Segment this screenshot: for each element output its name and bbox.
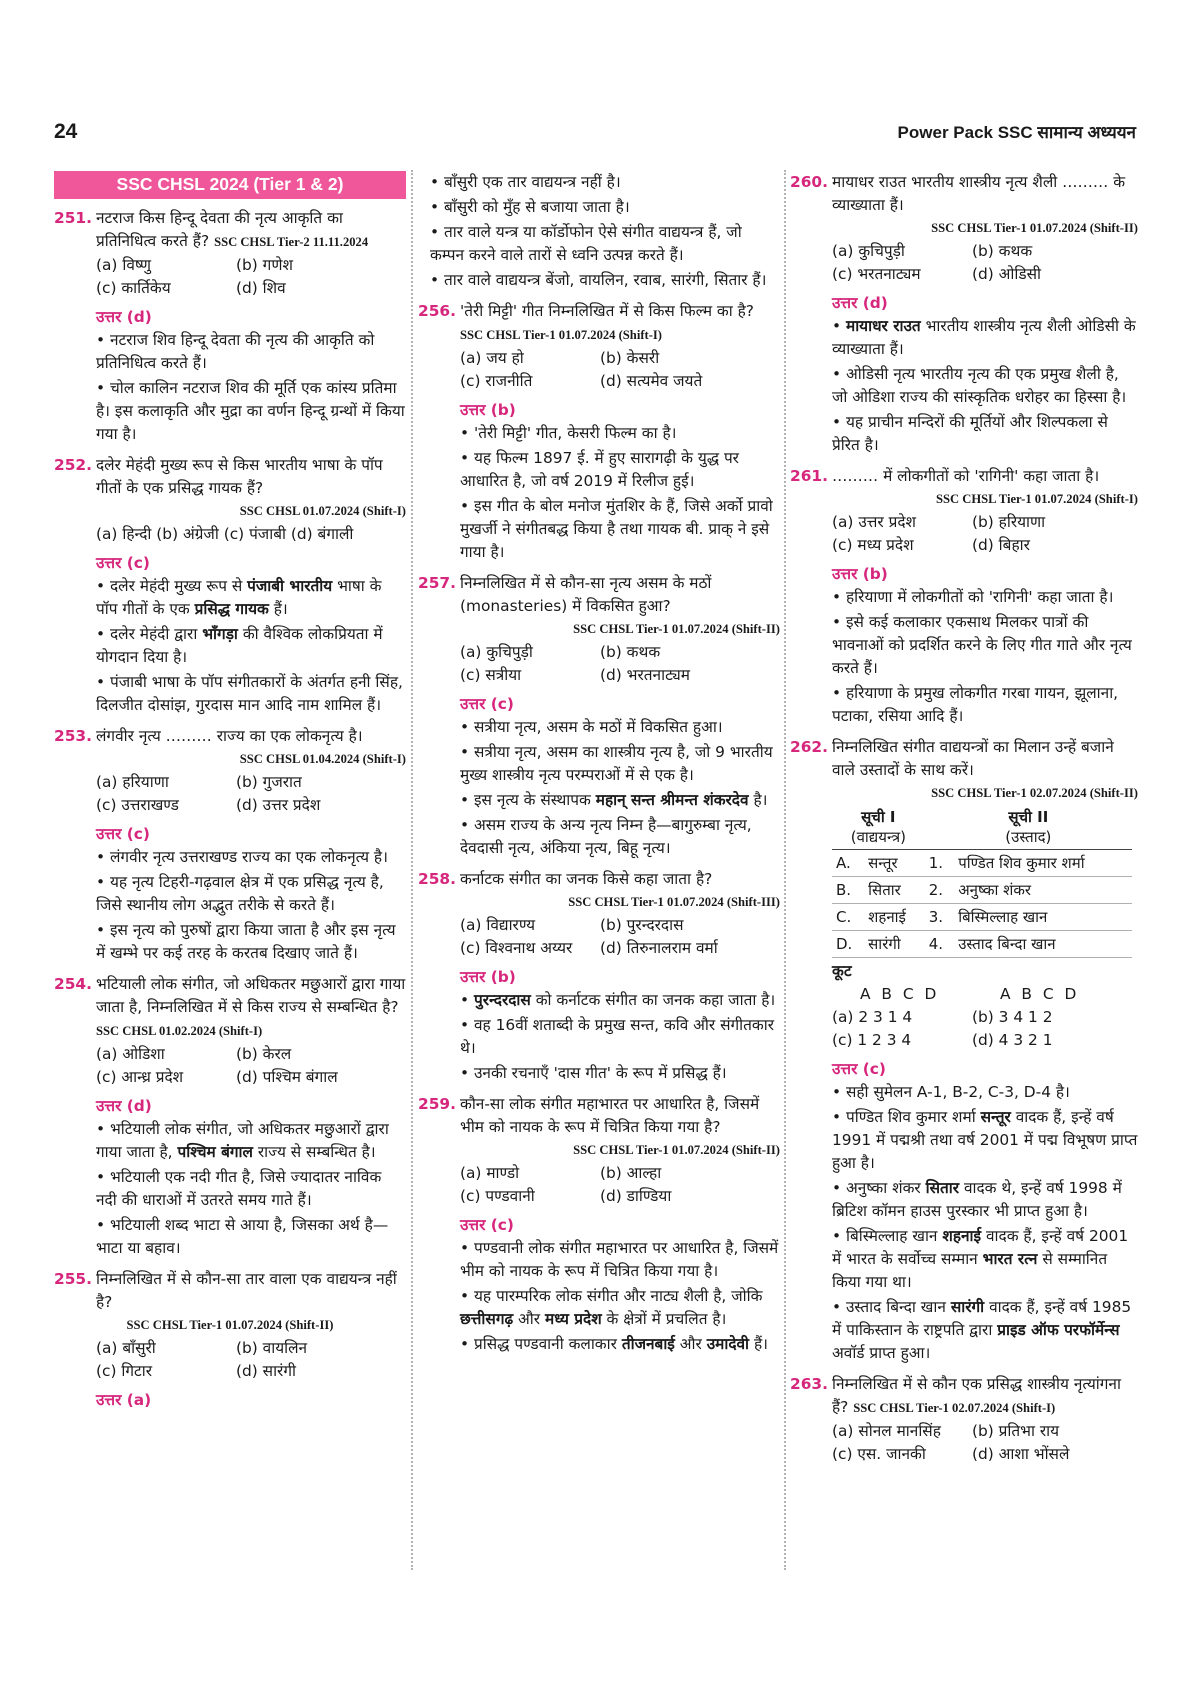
explanation-point: • पुरन्दरदास को कर्नाटक संगीत का जनक कहा जाता है।: [460, 989, 780, 1012]
column-divider: [784, 170, 786, 1570]
question-number: 260.: [790, 173, 828, 191]
question-text: नटराज किस हिन्दू देवता की नृत्य आकृति का प्रतिनिधित्व करते हैं?: [96, 209, 343, 250]
option: (b) कथक: [972, 242, 1033, 260]
option: (a) उत्तर प्रदेश: [832, 513, 916, 531]
exam-source: SSC CHSL Tier-1 01.07.2024 (Shift-I): [936, 492, 1138, 506]
options: [418, 914, 780, 960]
option: (c) विश्वनाथ अय्यर: [460, 939, 573, 957]
explanation-point: • मायाधर राउत भारतीय शास्त्रीय नृत्य शैली ओडिसी के व्याख्याता हैं।: [832, 315, 1138, 361]
explanation-point: • इस गीत के बोल मनोज मुंतशिर के हैं, जिसे अर्को प्रावो मुखर्जी ने संगीतबद्ध किया है तथा गायक बी. प्राक् ने इसे गाया है।: [460, 495, 780, 564]
explanation: [790, 315, 1138, 457]
column-right: [790, 171, 1138, 1466]
option: (c) उत्तराखण्ड: [96, 796, 179, 814]
list-2-header: सूची II (उस्ताद): [925, 805, 1132, 850]
option: (c) पण्डवानी: [460, 1187, 535, 1205]
answer: उत्तर (c): [96, 825, 150, 843]
option: (c) कार्तिकेय: [96, 279, 171, 297]
explanation: [54, 329, 406, 446]
explanation-point: • पण्डित शिव कुमार शर्मा सन्तूर वादक हैं, इन्हें वर्ष 1991 में पद्मश्री तथा वर्ष 2001 में पद्म विभूषण प्राप्त हुआ है।: [832, 1106, 1138, 1175]
explanation-point: • चोल कालिन नटराज शिव की मूर्ति एक कांस्य प्रतिमा है। इस कलाकृति और मुद्रा का वर्णन हिन्दू ग्रन्थों में किया गया है।: [96, 377, 406, 446]
code-options: [790, 983, 1138, 1052]
answer: उत्तर (c): [460, 695, 514, 713]
options: [790, 511, 1138, 557]
column-middle: [418, 171, 780, 1358]
explanation: [54, 575, 406, 717]
option: (c) राजनीति: [460, 372, 533, 390]
option: (d) सत्यमेव जयते: [600, 372, 703, 390]
option: (c) आन्ध्र प्रदेश: [96, 1068, 184, 1086]
answer: उत्तर (d): [832, 294, 888, 312]
question-number: 263.: [790, 1375, 828, 1393]
table-row: D. सारंगी 4. उस्ताद बिन्दा खान: [832, 931, 1132, 958]
options: [790, 240, 1138, 286]
explanation: [54, 1118, 406, 1260]
explanation-point: • नटराज शिव हिन्दू देवता की नृत्य की आकृति को प्रतिनिधित्व करते हैं।: [96, 329, 406, 375]
question-251: [54, 207, 406, 254]
answer: उत्तर (d): [96, 1097, 152, 1115]
explanation-point: • उस्ताद बिन्दा खान सारंगी वादक हैं, इन्हें वर्ष 1985 में पाकिस्तान के राष्ट्रपति द्वारा प्राइड ऑफ परफॉर्मेन्स अवॉर्ड प्राप्त हुआ।: [832, 1296, 1138, 1365]
explanation-point: • इस नृत्य के संस्थापक महान् सन्त श्रीमन्त शंकरदेव है।: [460, 789, 780, 812]
question-257: [418, 572, 780, 618]
answer: उत्तर (d): [96, 308, 152, 326]
question-number: 251.: [54, 209, 92, 227]
option: (a) जय हो: [460, 349, 524, 367]
option: (b) गुजरात: [236, 773, 302, 791]
explanation-point: • सत्रीया नृत्य, असम के मठों में विकसित हुआ।: [460, 716, 780, 739]
question-text: कौन-सा लोक संगीत महाभारत पर आधारित है, जिसमें भीम को नायक के रूप में चित्रित किया गया है?: [460, 1095, 760, 1136]
question-number: 259.: [418, 1095, 456, 1113]
question-262: [790, 736, 1138, 782]
explanation: [418, 171, 780, 292]
option: (d) सारंगी: [236, 1362, 297, 1380]
explanation-point: • उनकी रचनाएँ 'दास गीत' के रूप में प्रसिद्ध हैं।: [460, 1062, 780, 1085]
option: (a) विष्णु: [96, 256, 151, 274]
option: (a) बाँसुरी: [96, 1339, 156, 1357]
options: [790, 1420, 1138, 1466]
explanation: [418, 989, 780, 1085]
explanation-point: • पण्डवानी लोक संगीत महाभारत पर आधारित है, जिसमें भीम को नायक के रूप में चित्रित किया गया है।: [460, 1237, 780, 1283]
option: (a) सोनल मानसिंह: [832, 1422, 941, 1440]
option: (a) कुचिपुड़ी: [460, 643, 533, 661]
option: (b) कथक: [600, 643, 661, 661]
explanation: [418, 1237, 780, 1356]
explanation-point: • प्रसिद्ध पण्डवानी कलाकार तीजनबाई और उमादेवी हैं।: [460, 1333, 780, 1356]
question-text: लंगवीर नृत्य ……… राज्य का एक लोकनृत्य है।: [96, 727, 363, 745]
question-261: [790, 465, 1138, 488]
options: [54, 254, 406, 300]
explanation-point: • तार वाले यन्त्र या कॉर्डोफोन ऐसे संगीत वाद्ययन्त्र हैं, जो कम्पन करने वाले तारों से ध्वनि उत्पन्न करते हैं।: [430, 221, 780, 267]
explanation-point: • लंगवीर नृत्य उत्तराखण्ड राज्य का एक लोकनृत्य है।: [96, 846, 406, 869]
question-259: [418, 1093, 780, 1139]
option: (d) शिव: [236, 279, 286, 297]
question-254: [54, 973, 406, 1043]
explanation-point: • इस नृत्य को पुरुषों द्वारा किया जाता है और इस नृत्य में खम्भे पर कई तरह के करतब दिखाए जाते हैं।: [96, 919, 406, 965]
option: (a) कुचिपुड़ी: [832, 242, 905, 260]
option: (a) माण्डो: [460, 1164, 520, 1182]
section-banner: SSC CHSL 2024 (Tier 1 & 2): [54, 171, 406, 199]
option: (d) डाण्डिया: [600, 1187, 672, 1205]
question-text: निम्नलिखित में से कौन-सा तार वाला एक वाद्ययन्त्र नहीं है?: [96, 1270, 397, 1311]
explanation: [790, 586, 1138, 728]
explanation-point: • दलेर मेहंदी मुख्य रूप से पंजाबी भारतीय भाषा के पॉप गीतों के एक प्रसिद्ध गायक हैं।: [96, 575, 406, 621]
question-number: 261.: [790, 467, 828, 485]
option: (b) केसरी: [600, 349, 660, 367]
question-text: भटियाली लोक संगीत, जो अधिकतर मछुआरों द्वारा गाया जाता है, निम्नलिखित में से किस राज्य से सम्बन्धित है?: [96, 975, 406, 1016]
match-table: [832, 805, 1132, 958]
question-256: [418, 300, 780, 347]
question-252: [54, 454, 406, 500]
table-row: B. सितार 2. अनुष्का शंकर: [832, 877, 1132, 904]
option: (d) तिरुनालराम वर्मा: [600, 939, 718, 957]
explanation-point: • हरियाणा के प्रमुख लोकगीत गरबा गायन, झूलाना, पटाका, रसिया आदि हैं।: [832, 682, 1138, 728]
code-letters: A B C D: [860, 985, 940, 1003]
option: (b) हरियाणा: [972, 513, 1046, 531]
option: (d) बिहार: [972, 536, 1030, 554]
option: (c) सत्रीया: [460, 666, 522, 684]
option: (a) हरियाणा: [96, 773, 169, 791]
explanation: [418, 716, 780, 860]
question-number: 257.: [418, 574, 456, 592]
answer: उत्तर (c): [460, 1216, 514, 1234]
question-258: [418, 868, 780, 891]
explanation-point: • यह फिल्म 1897 ई. में हुए सारागढ़ी के युद्ध पर आधारित है, जो वर्ष 2019 में रिलीज हुई।: [460, 447, 780, 493]
explanation-point: • यह पारम्परिक लोक संगीत और नाट्य शैली है, जोकि छत्तीसगढ़ और मध्य प्रदेश के क्षेत्रों में प्रचलित है।: [460, 1285, 780, 1331]
option: (b) गणेश: [236, 256, 293, 274]
exam-source: SSC CHSL Tier-1 01.07.2024 (Shift-II): [573, 1143, 780, 1157]
explanation-point: • यह नृत्य टिहरी-गढ़वाल क्षेत्र में एक प्रसिद्ध नृत्य है, जिसे स्थानीय लोग अद्भुत तरीके से करते हैं।: [96, 871, 406, 917]
option: (c) गिटार: [96, 1362, 153, 1380]
column-divider: [411, 170, 413, 1570]
list-1-header: सूची I (वाद्ययन्त्र): [832, 805, 925, 850]
explanation-point: • दलेर मेहंदी द्वारा भाँगड़ा की वैश्विक लोकप्रियता में योगदान दिया है।: [96, 623, 406, 669]
exam-source: SSC CHSL 01.02.2024 (Shift-I): [96, 1024, 263, 1038]
question-number: 255.: [54, 1270, 92, 1288]
exam-source: SSC CHSL Tier-1 02.07.2024 (Shift-II): [931, 786, 1138, 800]
option: (d) पश्चिम बंगाल: [236, 1068, 338, 1086]
option: (d) उत्तर प्रदेश: [236, 796, 321, 814]
exam-source: SSC CHSL Tier-1 01.07.2024 (Shift-II): [931, 221, 1138, 235]
exam-source: SSC CHSL Tier-1 01.07.2024 (Shift-II): [573, 622, 780, 636]
answer: उत्तर (b): [460, 968, 516, 986]
explanation: [418, 422, 780, 564]
explanation-point: • हरियाणा में लोकगीतों को 'रागिनी' कहा जाता है।: [832, 586, 1138, 609]
question-260: [790, 171, 1138, 217]
table-row: C. शहनाई 3. बिस्मिल्लाह खान: [832, 904, 1132, 931]
explanation-point: • ओडिसी नृत्य भारतीय नृत्य की एक प्रमुख शैली है, जो ओडिशा राज्य की सांस्कृतिक धरोहर का हिस्सा है।: [832, 363, 1138, 409]
question-255: [54, 1268, 406, 1314]
option: (b) केरल: [236, 1045, 292, 1063]
option: (c) भरतनाट्यम: [832, 265, 921, 283]
option: (c) 1 2 3 4: [832, 1031, 912, 1049]
explanation-point: • सही सुमेलन A-1, B-2, C-3, D-4 है।: [832, 1081, 1138, 1104]
option: (c) मध्य प्रदेश: [832, 536, 914, 554]
exam-source: SSC CHSL 01.04.2024 (Shift-I): [239, 752, 406, 766]
explanation-point: • बिस्मिल्लाह खान शहनाई वादक हैं, इन्हें वर्ष 2001 में भारत के सर्वोच्च सम्मान भारत रत्न से सम्मानित किया गया था।: [832, 1225, 1138, 1294]
answer: उत्तर (b): [832, 565, 888, 583]
book-title: Power Pack SSC सामान्य अध्ययन: [897, 123, 1136, 142]
options: [418, 641, 780, 687]
option: (b) वायलिन: [236, 1339, 308, 1357]
question-text: निम्नलिखित में से कौन एक प्रसिद्ध शास्त्रीय नृत्यांगना हैं?: [832, 1375, 1121, 1416]
question-text: 'तेरी मिट्टी' गीत निम्नलिखित में से किस फिल्म का है?: [460, 302, 754, 320]
explanation-point: • 'तेरी मिट्टी' गीत, केसरी फिल्म का है।: [460, 422, 780, 445]
explanation-point: • भटियाली शब्द भाटा से आया है, जिसका अर्थ है— भाटा या बहाव।: [96, 1214, 406, 1260]
question-text: निम्नलिखित संगीत वाद्ययन्त्रों का मिलान उन्हें बजाने वाले उस्तादों के साथ करें।: [832, 738, 1114, 779]
option: (b) प्रतिभा राय: [972, 1422, 1060, 1440]
explanation-point: • भटियाली लोक संगीत, जो अधिकतर मछुआरों द्वारा गाया जाता है, पश्चिम बंगाल राज्य से सम्बन्धित है।: [96, 1118, 406, 1164]
exam-source: SSC CHSL Tier-2 11.11.2024: [214, 235, 369, 249]
question-number: 258.: [418, 870, 456, 888]
column-left: [54, 171, 406, 1412]
exam-source: SSC CHSL Tier-1 01.07.2024 (Shift-III): [568, 895, 780, 909]
question-253: [54, 725, 406, 748]
option: (d) भरतनाट्यम: [600, 666, 690, 684]
options: [54, 1043, 406, 1089]
explanation-point: • पंजाबी भाषा के पॉप संगीतकारों के अंतर्गत हनी सिंह, दिलजीत दोसांझ, गुरदास मान आदि नाम शामिल हैं।: [96, 671, 406, 717]
question-number: 253.: [54, 727, 92, 745]
answer: उत्तर (b): [460, 401, 516, 419]
question-263: [790, 1373, 1138, 1420]
option: (c) एस. जानकी: [832, 1445, 926, 1463]
explanation-point: • इसे कई कलाकार एकसाथ मिलकर पात्रों की भावनाओं को प्रदर्शित करने के लिए गीत गाते और नृत्य करते हैं।: [832, 611, 1138, 680]
code-label: कूट: [832, 962, 852, 980]
explanation-point: • अनुष्का शंकर सितार वादक थे, इन्हें वर्ष 1998 में ब्रिटिश कॉमन हाउस पुरस्कार भी प्राप्त हुआ है।: [832, 1177, 1138, 1223]
table-row: A. सन्तूर 1. पण्डित शिव कुमार शर्मा: [832, 850, 1132, 877]
explanation-point: • बाँसुरी एक तार वाद्ययन्त्र नहीं है।: [430, 171, 780, 194]
answer: उत्तर (c): [832, 1060, 886, 1078]
explanation-point: • असम राज्य के अन्य नृत्य निम्न है—बागुरुम्बा नृत्य, देवदासी नृत्य, अंकिया नृत्य, बिहू नृत्य।: [460, 814, 780, 860]
question-number: 254.: [54, 975, 92, 993]
exam-source: SSC CHSL Tier-1 01.07.2024 (Shift-I): [460, 328, 662, 342]
explanation-point: • यह प्राचीन मन्दिरों की मूर्तियों और शिल्पकला से प्रेरित है।: [832, 411, 1138, 457]
option: (b) आल्हा: [600, 1164, 662, 1182]
explanation-point: • भटियाली एक नदी गीत है, जिसे ज्यादातर नाविक नदी की धाराओं में उतरते समय गाते हैं।: [96, 1166, 406, 1212]
answer: उत्तर (a): [96, 1391, 152, 1409]
question-text: निम्नलिखित में से कौन-सा नृत्य असम के मठों (monasteries) में विकसित हुआ?: [460, 574, 712, 615]
options: [54, 771, 406, 817]
explanation-point: • सत्रीया नृत्य, असम का शास्त्रीय नृत्य है, जो 9 भारतीय मुख्य शास्त्रीय नृत्य परम्पराओं में से एक है।: [460, 741, 780, 787]
options: (a) हिन्दी (b) अंग्रेजी (c) पंजाबी (d) बंगाली: [96, 525, 354, 543]
explanation-point: • बाँसुरी को मुँह से बजाया जाता है।: [430, 196, 780, 219]
exam-source: SSC CHSL Tier-1 02.07.2024 (Shift-I): [853, 1401, 1056, 1415]
question-text: कर्नाटक संगीत का जनक किसे कहा जाता है?: [460, 870, 713, 888]
question-number: 256.: [418, 302, 456, 320]
explanation: [790, 1081, 1138, 1365]
question-number: 262.: [790, 738, 828, 756]
options: [418, 1162, 780, 1208]
option: (d) आशा भोंसले: [972, 1445, 1070, 1463]
option: (a) ओडिशा: [96, 1045, 165, 1063]
option: (a) 2 3 1 4: [832, 1008, 913, 1026]
exam-source: SSC CHSL Tier-1 01.07.2024 (Shift-II): [126, 1318, 334, 1332]
question-text: मायाधर राउत भारतीय शास्त्रीय नृत्य शैली ……… के व्याख्याता हैं।: [832, 173, 1126, 214]
exam-source: SSC CHSL 01.07.2024 (Shift-I): [239, 504, 406, 518]
explanation-point: • तार वाले वाद्ययन्त्र बेंजो, वायलिन, रवाब, सारंगी, सितार हैं।: [430, 269, 780, 292]
option: (b) पुरन्दरदास: [600, 916, 684, 934]
option: (d) 4 3 2 1: [972, 1031, 1053, 1049]
option: (a) विद्यारण्य: [460, 916, 536, 934]
question-number: 252.: [54, 456, 92, 474]
code-letters: A B C D: [1000, 985, 1080, 1003]
options: [418, 347, 780, 393]
explanation-point: • वह 16वीं शताब्दी के प्रमुख सन्त, कवि और संगीतकार थे।: [460, 1014, 780, 1060]
question-text: ……… में लोकगीतों को 'रागिनी' कहा जाता है।: [832, 467, 1100, 485]
page-number: 24: [54, 120, 78, 143]
options: [54, 1337, 406, 1383]
question-text: दलेर मेहंदी मुख्य रूप से किस भारतीय भाषा के पॉप गीतों के एक प्रसिद्ध गायक हैं?: [96, 456, 383, 497]
explanation: [54, 846, 406, 965]
option: (d) ओडिसी: [972, 265, 1042, 283]
answer: उत्तर (c): [96, 554, 150, 572]
option: (b) 3 4 1 2: [972, 1008, 1053, 1026]
